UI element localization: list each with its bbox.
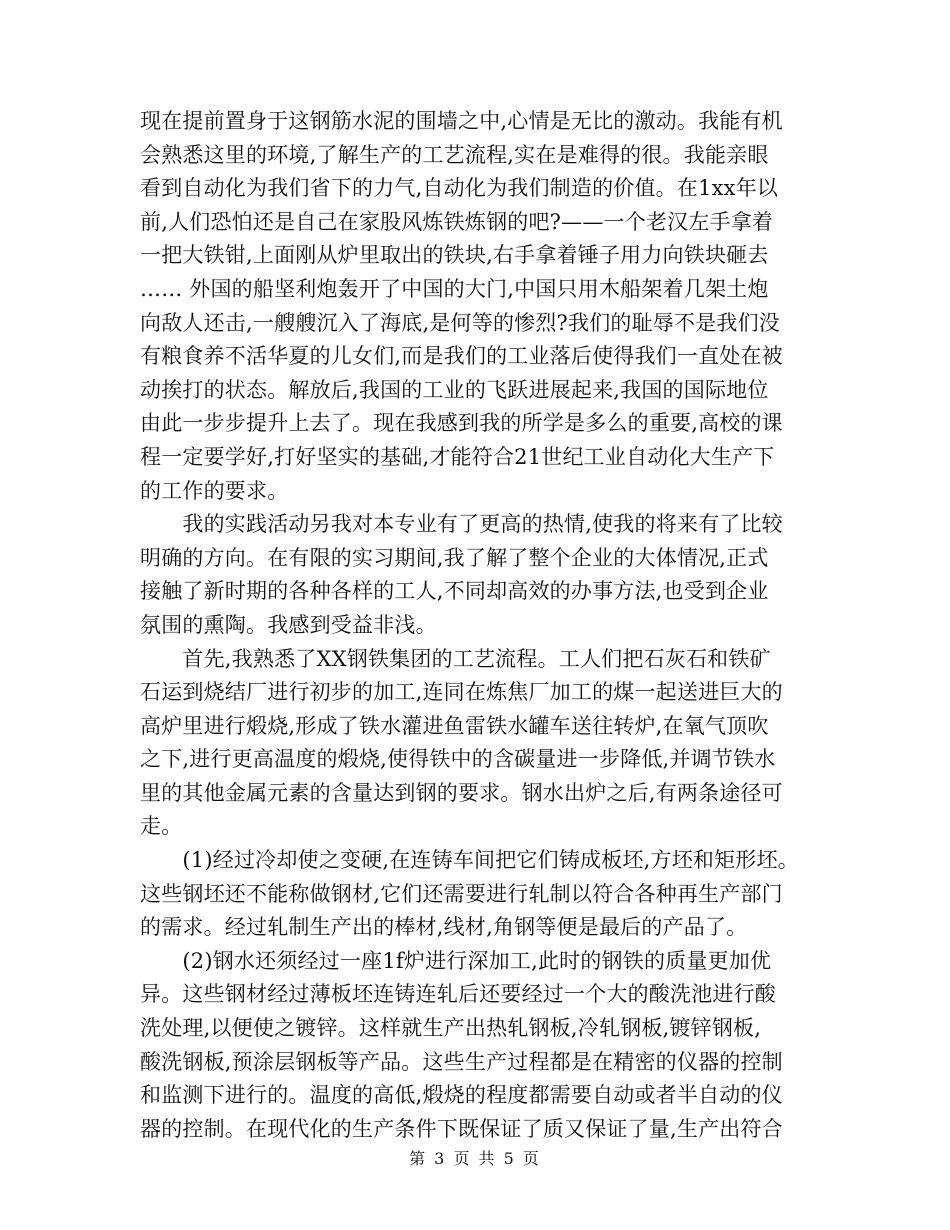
text-line: 和监测下进行的。温度的高低,煅烧的程度都需要自动或者半自动的仪: [140, 1083, 783, 1108]
text-line: 现在提前置身于这钢筋水泥的围墙之中,心情是无比的激动。我能有机: [140, 109, 783, 133]
text-line: 向敌人还击,一艘艘沉入了海底,是何等的惨烈?我们的耻辱不是我们没: [140, 310, 781, 335]
text-line: 的需求。经过轧制生产出的棒材,线材,角钢等便是最后的产品了。: [140, 915, 748, 940]
text-line: 高炉里进行煅烧,形成了铁水灌进鱼雷铁水罐车送往转炉,在氧气顶吹: [140, 713, 769, 738]
text-line: 有粮食养不活华夏的儿女们,而是我们的工业落后使得我们一直处在被: [140, 344, 783, 369]
text-line: …… 外国的船坚利炮轰开了中国的大门,中国只用木船架着几架土炮: [140, 276, 769, 301]
text-line: 明确的方向。在有限的实习期间,我了解了整个企业的大体情况,正式: [140, 545, 769, 570]
text-line: 我的实践活动另我对本专业有了更高的热情,使我的将来有了比较: [140, 512, 783, 537]
page-footer: 第 3 页 共 5 页: [409, 1149, 541, 1168]
text-line: 看到自动化为我们省下的力气,自动化为我们制造的价值。在1xx年以: [140, 176, 779, 201]
text-line: 由此一步步提升上去了。现在我感到我的所学是多么的重要,高校的课: [140, 411, 783, 436]
text-line: 器的控制。在现代化的生产条件下既保证了质又保证了量,生产出符合: [140, 1116, 783, 1141]
text-line: 洗处理,以便使之镀锌。这样就生产出热轧钢板,冷轧钢板,镀锌钢板,: [140, 1016, 762, 1041]
text-line: 一把大铁钳,上面刚从炉里取出的铁块,右手拿着锤子用力向铁块砸去: [140, 243, 769, 268]
text-line: 的工作的要求。: [140, 478, 289, 503]
text-line: 前,人们恐怕还是自己在家股风炼铁炼钢的吧?——一个老汉左手拿着: [140, 209, 774, 234]
text-line: 异。这些钢材经过薄板坯连铸连轧后还要经过一个大的酸洗池进行酸: [140, 982, 776, 1007]
text-line: 石运到烧结厂进行初步的加工,连同在炼焦厂加工的煤一起送进巨大的: [140, 680, 783, 705]
text-line: 动挨打的状态。解放后,我国的工业的飞跃进展起来,我国的国际地位: [140, 377, 769, 402]
text-line: 酸洗钢板,预涂层钢板等产品。这些生产过程都是在精密的仪器的控制: [140, 1049, 783, 1074]
text-line: 接触了新时期的各种各样的工人,不同却高效的办事方法,也受到企业: [140, 579, 769, 604]
text-line: 程一定要学好,打好坚实的基础,才能符合21世纪工业自动化大生产下: [140, 444, 775, 469]
text-line: (1)经过冷却使之变硬,在连铸车间把它们铸成板坯,方坯和矩形坯。: [140, 848, 799, 873]
text-line: 里的其他金属元素的含量达到钢的要求。钢水出炉之后,有两条途径可: [140, 780, 783, 805]
text-line: 这些钢坯还不能称做钢材,它们还需要进行轧制以符合各种再生产部门: [140, 881, 783, 906]
body-text: [140, 105, 820, 1146]
text-line: 之下,进行更高温度的煅烧,使得铁中的含碳量进一步降低,并调节铁水: [140, 747, 776, 772]
text-line: 氛围的熏陶。我感到受益非浅。: [140, 612, 437, 637]
text-line: 首先,我熟悉了XX钢铁集团的工艺流程。工人们把石灰石和铁矿: [140, 646, 771, 671]
text-line: 会熟悉这里的环境,了解生产的工艺流程,实在是难得的很。我能亲眼: [140, 142, 769, 167]
text-line: (2)钢水还须经过一座1f炉进行深加工,此时的钢铁的质量更加优: [140, 948, 772, 973]
text-line: 走。: [140, 814, 183, 839]
